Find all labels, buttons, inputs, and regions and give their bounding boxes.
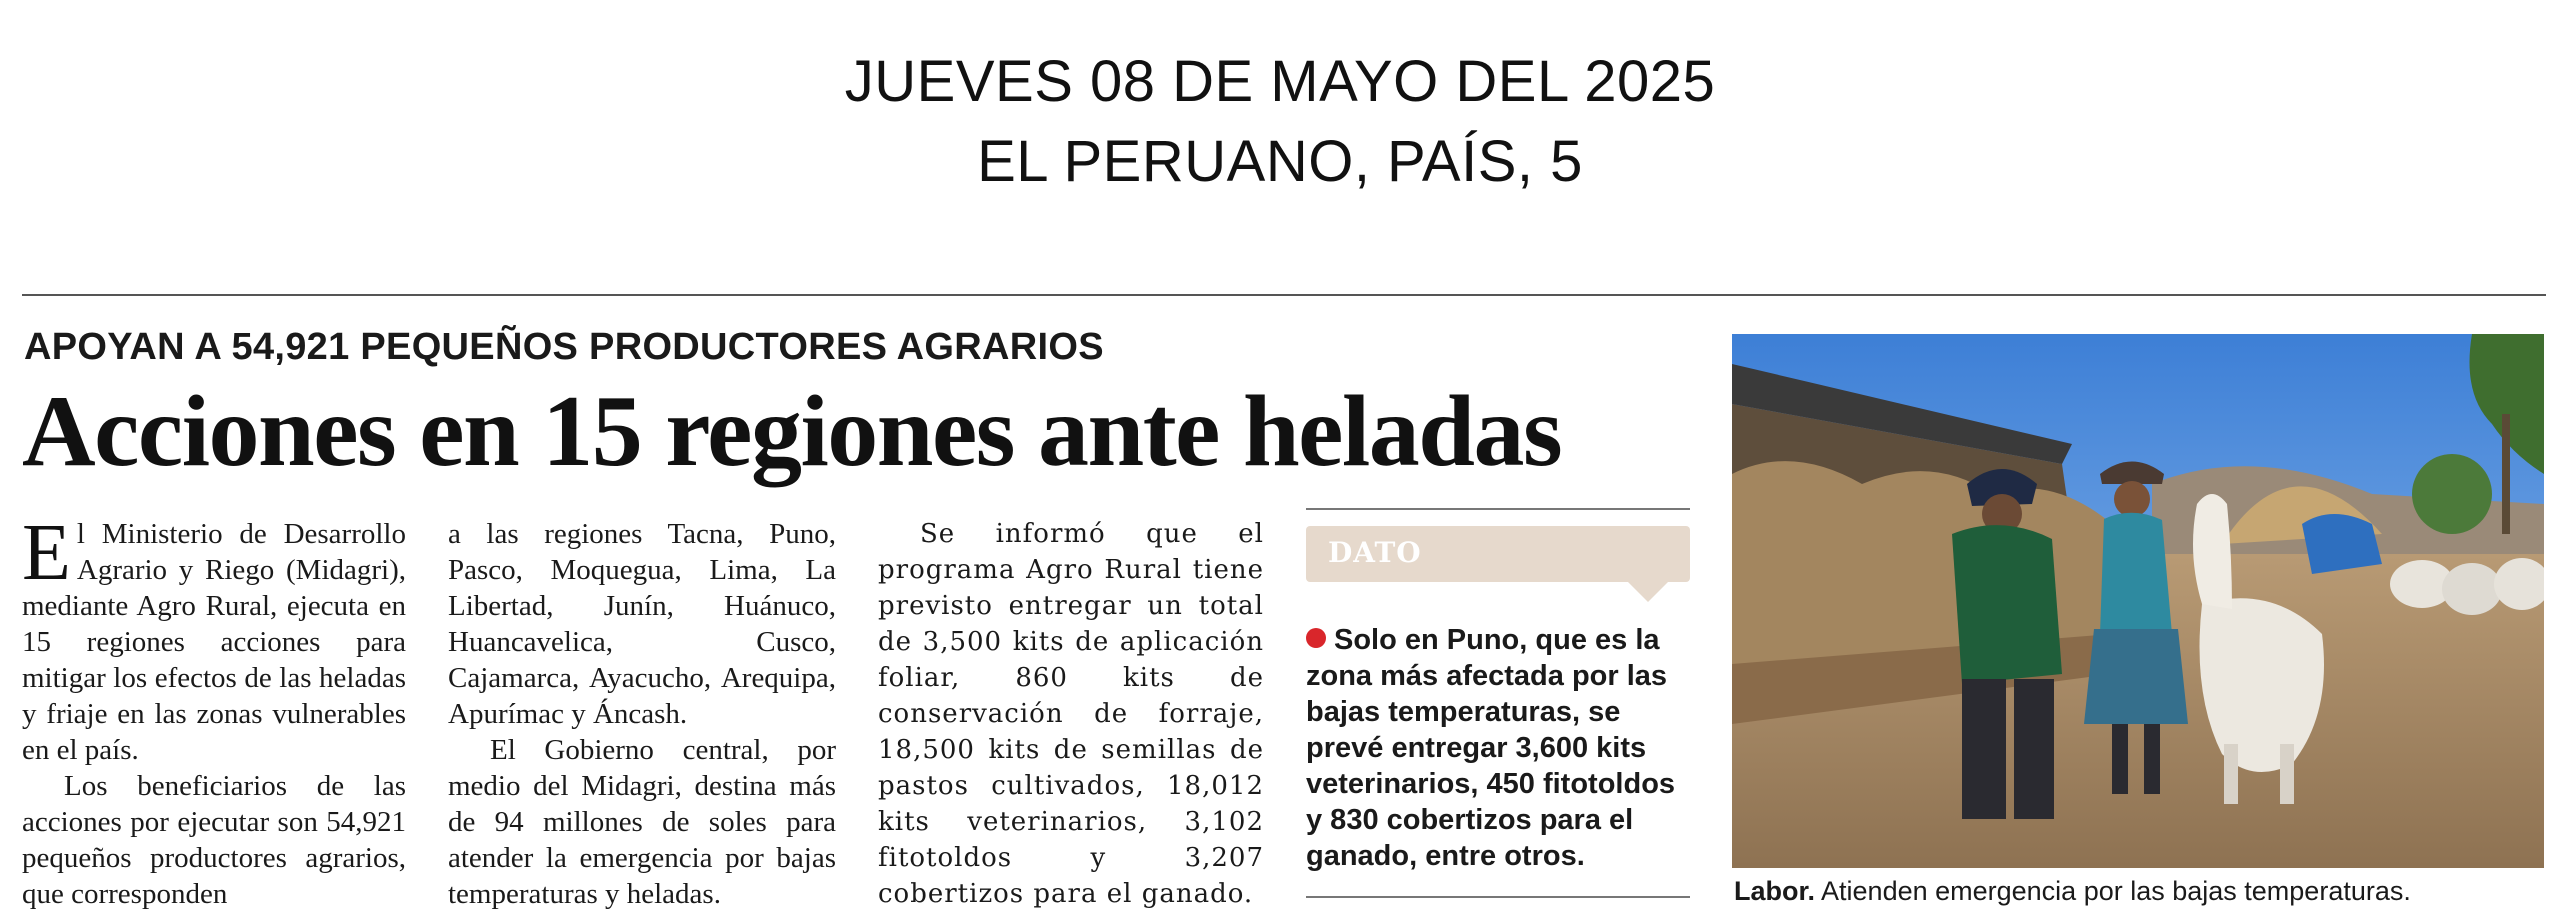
bullet-dot-icon bbox=[1306, 628, 1326, 648]
paragraph bbox=[22, 516, 406, 768]
paragraph: El Gobierno central, por medio del Midagri, destina más de 94 millones de soles para atender la emergencia por bajas temperaturas y heladas. bbox=[448, 734, 836, 910]
dato-box-text bbox=[1306, 622, 1692, 874]
article-column-2 bbox=[448, 516, 836, 910]
paragraph-text: l Ministerio de Desarrollo Agrario y Riego (Midagri), mediante Agro Rural, ejecuta en 15 regiones acciones para mitigar los efectos de las heladas y friaje en las zonas vulnerables en el país. bbox=[22, 518, 406, 766]
paragraph: a las regiones Tacna, Puno, Pasco, Moquegua, Lima, La Libertad, Junín, Huánuco, Huancavelica, Cusco, Cajamarca, Ayacucho, Arequipa, Apurímac y Áncash. bbox=[448, 518, 836, 730]
paragraph: Se informó que el programa Agro Rural tiene previsto entregar un total de 3,500 kits de aplicación foliar, 860 kits de conservación de forraje, 18,500 kits de semillas de pastos cultivados, 18,012 kits veterinarios, 3,102 fitotoldos y 3,207 cobertizos para el ganado. bbox=[878, 519, 1264, 909]
dato-text: Solo en Puno, que es la zona más afectada por las bajas temperaturas, se prevé entregar 3,600 kits veterinarios, 450 fitotoldos y 830 cobertizos para el ganado, entre otros. bbox=[1306, 624, 1676, 872]
drop-cap: E bbox=[22, 516, 71, 597]
source-line: EL PERUANO, PAÍS, 5 bbox=[977, 129, 1583, 194]
article-headline: Acciones en 15 regiones ante heladas bbox=[22, 375, 1562, 488]
dato-bottom-rule bbox=[1306, 896, 1690, 898]
article-kicker: APOYAN A 54,921 PEQUEÑOS PRODUCTORES AGRARIOS bbox=[24, 326, 1104, 368]
dato-label-pointer bbox=[1626, 580, 1670, 602]
article-column-1 bbox=[22, 516, 406, 910]
caption-lead: Labor. bbox=[1734, 876, 1816, 906]
photo-caption bbox=[1734, 874, 2546, 908]
top-divider bbox=[22, 294, 2546, 296]
date-line: JUEVES 08 DE MAYO DEL 2025 bbox=[844, 49, 1716, 114]
photo-illustration bbox=[1732, 334, 2544, 868]
article-photo bbox=[1732, 334, 2544, 868]
dato-label-bar bbox=[1306, 526, 1690, 582]
paragraph: Los beneficiarios de las acciones por ejecutar son 54,921 pequeños productores agrarios, que corresponden bbox=[22, 770, 406, 910]
dato-top-rule bbox=[1306, 508, 1690, 510]
caption-text: Atienden emergencia por las bajas temperaturas. bbox=[1815, 876, 2411, 906]
article-column-3 bbox=[878, 516, 1264, 910]
dato-label: DATO bbox=[1328, 536, 1422, 569]
